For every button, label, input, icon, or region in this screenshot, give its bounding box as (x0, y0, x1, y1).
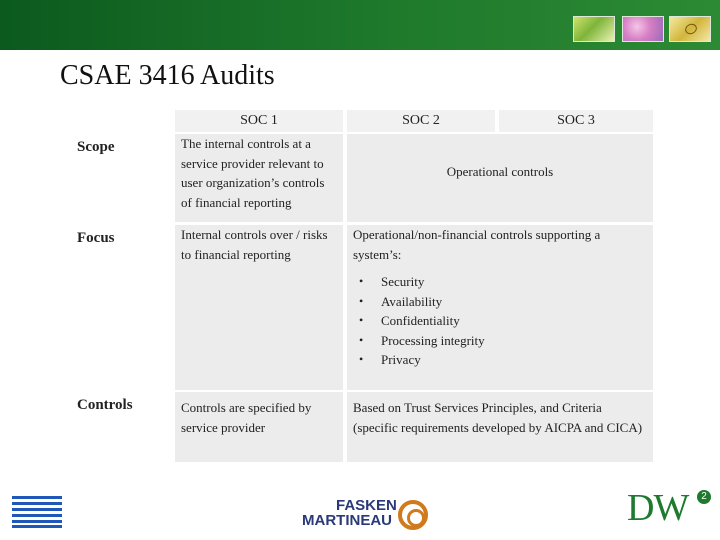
header-soc3: SOC 3 (499, 110, 653, 132)
controls-soc23-cell: Based on Trust Services Principles, and Criteria (specific requirements developed by AICPA and CICA) (347, 392, 653, 462)
row-label-controls: Controls (77, 397, 133, 413)
row-label-focus: Focus (77, 230, 115, 246)
fasken-wordmark-line2: MARTINEAU (302, 512, 392, 529)
list-item: • Privacy (353, 350, 647, 370)
list-item: • Security (353, 272, 647, 292)
header-soc1: SOC 1 (175, 110, 343, 132)
fasken-wordmark-line1: FASKEN (336, 497, 397, 514)
dw2-logo (627, 488, 713, 528)
trust-principles-list (353, 272, 647, 370)
list-item: • Availability (353, 292, 647, 312)
scope-soc23-cell: Operational controls (347, 134, 653, 222)
dw-wordmark: DW (627, 487, 689, 529)
header-soc2: SOC 2 (347, 110, 495, 132)
list-item: • Confidentiality (353, 311, 647, 331)
dw-superscript: 2 (697, 490, 711, 504)
leaf-thumbnail-image (573, 16, 615, 42)
fasken-martineau-logo (302, 498, 434, 532)
focus-soc23-intro: Operational/non-financial controls supporting a system’s: (353, 227, 601, 262)
focus-soc23-cell (347, 225, 653, 390)
focus-soc1-cell: Internal controls over / risks to financial reporting (175, 225, 343, 390)
list-item: • Processing integrity (353, 331, 647, 351)
fasken-ring-icon (398, 500, 428, 530)
controls-soc1-cell: Controls are specified by service provider (175, 392, 343, 462)
disc-thumbnail-image (669, 16, 711, 42)
audit-comparison-table (71, 108, 653, 462)
slide-title: CSAE 3416 Audits (60, 60, 275, 91)
row-label-scope: Scope (77, 139, 115, 155)
scope-soc1-cell: The internal controls at a service provider relevant to user organization’s controls of financial reporting (175, 134, 343, 222)
header-banner (0, 0, 720, 50)
ibm-logo (12, 494, 62, 528)
flower-thumbnail-image (622, 16, 664, 42)
